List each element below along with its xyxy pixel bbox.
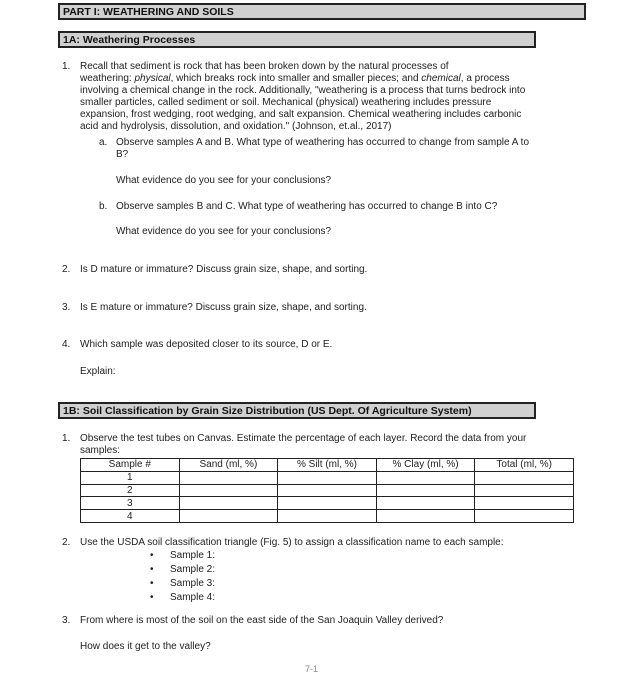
section-1b-title: 1B: Soil Classification by Grain Size Distribution (US Dept. Of Agriculture System) — [58, 402, 536, 419]
table-header-row — [81, 459, 574, 472]
table-cell[interactable] — [278, 510, 377, 523]
sample-bullet: Sample 4: — [170, 592, 216, 603]
table-cell[interactable] — [475, 484, 574, 497]
q3-text: Is E mature or immature? Discuss grain size, shape, and sorting. — [80, 302, 367, 313]
bullet-icon: • — [150, 564, 154, 575]
page-number: 7-1 — [305, 664, 319, 674]
table-row — [81, 497, 574, 510]
soil-q2-text: Use the USDA soil classification triangle (Fig. 5) to assign a classification name to each sample: — [80, 537, 504, 548]
q1-line: smaller particles, called sediment or soil. Mechanical (physical) weathering includes pressure — [80, 97, 492, 108]
q4-text: Which sample was deposited closer to its source, D or E. — [80, 339, 333, 350]
table-cell[interactable] — [179, 484, 278, 497]
bullet-icon: • — [150, 550, 154, 561]
q1-line: Recall that sediment is rock that has been broken down by the natural processes of — [80, 61, 449, 72]
table-cell[interactable] — [376, 497, 475, 510]
soil-q1-text-cont: samples: — [80, 445, 121, 456]
q1b-text: Observe samples B and C. What type of weathering has occurred to change B into C? — [116, 201, 498, 212]
soil-q1-number: 1. — [62, 433, 71, 444]
q2-number: 2. — [62, 264, 71, 275]
table-cell[interactable] — [179, 497, 278, 510]
table-row — [81, 471, 574, 484]
soil-data-table — [80, 458, 574, 523]
soil-q1-text: Observe the test tubes on Canvas. Estimate the percentage of each layer. Record the data from your — [80, 433, 527, 444]
sample-number: 3 — [81, 497, 180, 510]
col-header: % Clay (ml, %) — [376, 459, 475, 472]
sample-bullet: Sample 3: — [170, 578, 216, 589]
sample-bullet: Sample 1: — [170, 550, 216, 561]
soil-q2-number: 2. — [62, 537, 71, 548]
q1a-text: Observe samples A and B. What type of weathering has occurred to change from sample A to — [116, 137, 530, 148]
col-header: Sand (ml, %) — [179, 459, 278, 472]
bullet-icon: • — [150, 578, 154, 589]
q1a-evidence: What evidence do you see for your conclusions? — [116, 175, 332, 186]
sample-number: 2 — [81, 484, 180, 497]
col-header: Sample # — [81, 459, 180, 472]
table-cell[interactable] — [376, 471, 475, 484]
table-row — [81, 510, 574, 523]
sample-bullet: Sample 2: — [170, 564, 216, 575]
part-title: PART I: WEATHERING AND SOILS — [58, 3, 586, 20]
table-cell[interactable] — [475, 497, 574, 510]
table-cell[interactable] — [376, 510, 475, 523]
table-cell[interactable] — [376, 484, 475, 497]
q1-line: expansion, frost wedging, root wedging, and salt expansion. Chemical weathering includes carbonic — [80, 109, 522, 120]
q2-text: Is D mature or immature? Discuss grain size, shape, and sorting. — [80, 264, 368, 275]
sample-number: 4 — [81, 510, 180, 523]
q1b-evidence: What evidence do you see for your conclusions? — [116, 226, 332, 237]
q3-number: 3. — [62, 302, 71, 313]
soil-q3-number: 3. — [62, 615, 71, 626]
table-cell[interactable] — [475, 510, 574, 523]
q4-number: 4. — [62, 339, 71, 350]
table-cell[interactable] — [278, 497, 377, 510]
table-row — [81, 484, 574, 497]
q1-line: involving a chemical change in the rock. Additionally, "weathering is a process that turns bedrock into — [80, 85, 526, 96]
q1b-label: b. — [99, 201, 108, 212]
sample-number: 1 — [81, 471, 180, 484]
q1a-text-cont: B? — [116, 149, 129, 160]
table-cell[interactable] — [278, 484, 377, 497]
q1-number: 1. — [62, 61, 71, 72]
col-header: Total (ml, %) — [475, 459, 574, 472]
table-cell[interactable] — [179, 510, 278, 523]
soil-q3-followup: How does it get to the valley? — [80, 641, 211, 652]
q1-text — [80, 61, 525, 133]
bullet-icon: • — [150, 592, 154, 603]
col-header: % Silt (ml, %) — [278, 459, 377, 472]
table-cell[interactable] — [179, 471, 278, 484]
q1a-label: a. — [99, 137, 108, 148]
q1-line: acid and hydrolysis, dissolution, and oxidation." (Johnson, et.al., 2017) — [80, 121, 392, 132]
q1-line: weathering: physical, which breaks rock into smaller and smaller pieces; and chemical, a process — [80, 73, 510, 84]
q4-explain: Explain: — [80, 366, 116, 377]
soil-q3-text: From where is most of the soil on the east side of the San Joaquin Valley derived? — [80, 615, 444, 626]
section-1a-title: 1A: Weathering Processes — [58, 31, 536, 48]
table-cell[interactable] — [278, 471, 377, 484]
table-cell[interactable] — [475, 471, 574, 484]
